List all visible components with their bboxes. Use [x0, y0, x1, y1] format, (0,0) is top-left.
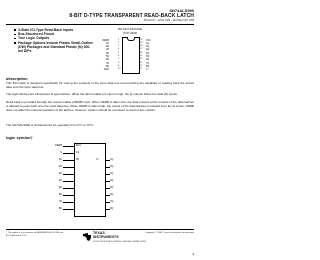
pin-number-left: 9: [118, 64, 120, 67]
logic-output-label: 2Q: [110, 165, 114, 168]
logic-symbol-heading: logic symbol†: [6, 135, 33, 140]
logic-output-wire: [105, 181, 110, 182]
pin-label-right: 3Q: [146, 48, 150, 52]
description-paragraph: This 8-bit latch is designed specifically for storing the contents of the input data bus and providing the capability of reading back the stored data onto the input data bus.: [6, 81, 194, 89]
company-line-1: TEXAS: [93, 231, 105, 235]
pin-number-left: 10: [118, 68, 121, 71]
logic-box-label: 1▽: [96, 158, 100, 161]
pin-number-left: 6: [118, 55, 120, 57]
package-outline: [122, 37, 143, 74]
pin-number-left: 8: [118, 61, 120, 64]
feature-item: 3-State I/O-Type Read-Back Inputs: [14, 28, 94, 32]
pin-label-left: 2D: [105, 45, 109, 49]
description-paragraph: The SN74ALS990 is characterized for operation from 0°C to 70°C.: [6, 123, 95, 127]
logic-output-wire: [105, 209, 110, 210]
logic-input-label: 7D: [58, 200, 62, 203]
page-number: 1: [192, 252, 194, 256]
footer-divider: [6, 229, 194, 230]
pin-label-right: 7Q: [146, 61, 150, 65]
logic-output-wire: [105, 188, 110, 189]
pin-number-right: 15: [140, 55, 143, 57]
pin-label-right: 6Q: [146, 58, 150, 62]
feature-item: Package Options Include Plastic Small-Outline (DW) Packages and Standard Plastic (N) 300-mil DIPs: [14, 41, 94, 54]
pin-label-left: 1D: [105, 41, 109, 45]
doc-number-line: SDAS072C – APRIL 1986 – REVISED MAY 1995: [143, 20, 194, 22]
description-paragraph: Read back is provided through the output-enable (OERB) input. When OERB is taken low, the data present at the outputs of the data latches is allowed to pass back onto the input data bus. When OERB is taken high, the output of the data latches is isolated from the D inputs. OERB does not affect the internal operation of the latches; however, caution should be exercised to avoid a bus conflict.: [6, 100, 194, 112]
logic-output-wire: [105, 174, 110, 175]
pin-number-right: 17: [140, 48, 143, 51]
logic-output-label: 6Q: [110, 193, 114, 196]
feature-list: [14, 28, 94, 53]
copyright: Copyright © 1995, Texas Instruments Incorporated: [145, 232, 194, 234]
logic-output-label: 7Q: [110, 200, 114, 203]
logic-symbol: [52, 142, 132, 216]
pin-number-left: 5: [118, 51, 120, 54]
logic-input-label: 2D: [58, 165, 62, 168]
logic-input-wire: [63, 160, 74, 161]
pin-label-left: OERB: [102, 38, 109, 42]
pin-label-right: 5Q: [146, 55, 150, 58]
logic-input-wire: [63, 153, 74, 154]
ti-logo-icon: [82, 232, 92, 242]
feature-item: Bus-Structured Pinout: [14, 32, 94, 36]
pin-label-left: 3D: [105, 48, 109, 52]
pin-label-left: GND: [103, 68, 109, 72]
logic-output-label: 4Q: [110, 179, 114, 182]
description-paragraph: The eight latches are transparent D-type latches. While the latch-enable (C) input is high, the Q outputs follow the data (D) inputs.: [6, 92, 178, 96]
logic-input-label: 5D: [58, 186, 62, 189]
pin-number-right: 16: [140, 51, 143, 54]
logic-input-wire: [63, 188, 74, 189]
logic-output-label: 5Q: [110, 186, 114, 189]
pin-label-right: 1Q: [146, 41, 150, 45]
pin-number-left: 7: [118, 58, 120, 61]
pin-label-right: 4Q: [146, 51, 150, 55]
logic-box-label: C2: [76, 151, 80, 154]
logic-output-label: 3Q: [110, 172, 114, 175]
logic-symbol-box: [74, 143, 106, 217]
pin-label-right: 8Q: [146, 64, 150, 68]
pin-label-right: 2Q: [146, 45, 150, 49]
pin-label-left: 5D: [105, 55, 109, 58]
logic-input-wire: [63, 181, 74, 182]
package-title: DW OR N PACKAGE: [117, 28, 143, 31]
pin-number-right: 20: [140, 38, 143, 41]
pin-number-right: 14: [140, 58, 143, 61]
pin-number-left: 3: [118, 45, 120, 48]
logic-input-wire: [63, 195, 74, 196]
logic-box-label: EN1: [76, 144, 81, 147]
logic-input-label: 3D: [58, 172, 62, 175]
logic-input-wire: [63, 174, 74, 175]
pin-number-right: 11: [140, 68, 143, 71]
pin-number-left: 2: [118, 41, 120, 44]
pin-number-right: 19: [140, 41, 143, 44]
logic-output-wire: [105, 160, 110, 161]
company-line-2: INSTRUMENTS: [93, 234, 119, 239]
pin-number-right: 13: [140, 61, 143, 64]
logic-output-label: 8Q: [110, 207, 114, 210]
logic-output-wire: [105, 202, 110, 203]
logic-input-label: C: [60, 151, 62, 154]
logic-box-label: 2D: [76, 158, 80, 161]
package-notch: [127, 37, 135, 41]
company-address: POST OFFICE BOX 655303 • DALLAS, TEXAS 75265: [93, 241, 147, 243]
pin-number-left: 4: [118, 48, 120, 51]
logic-input-label: 8D: [58, 207, 62, 210]
logic-input-wire: [63, 167, 74, 168]
logic-input-label: 4D: [58, 179, 62, 182]
pin-label-right: C: [146, 68, 148, 72]
footnote: † This symbol is in accordance with ANSI/IEEE Std 91-1984 and IEC Publication 617-12.: [6, 232, 63, 237]
pin-label-left: 4D: [105, 51, 109, 55]
logic-output-wire: [105, 167, 110, 168]
pin-label-left: 7D: [105, 61, 109, 65]
pin-number-right: 18: [140, 45, 143, 48]
logic-input-wire: [63, 146, 74, 147]
logic-input-label: 6D: [58, 193, 62, 196]
description-heading: description: [6, 76, 28, 81]
pin-label-left: 6D: [105, 58, 109, 62]
package-view-label: (TOP VIEW): [122, 32, 138, 35]
logic-input-wire: [63, 202, 74, 203]
logic-input-wire: [63, 209, 74, 210]
logic-output-label: 1Q: [110, 158, 114, 161]
header-divider: [6, 24, 194, 25]
page-title: 8-BIT D-TYPE TRANSPARENT READ-BACK LATCH: [69, 13, 194, 19]
pin-label-right: VCC: [146, 38, 152, 42]
logic-input-label: OERB: [54, 144, 62, 147]
pin-label-left: 8D: [105, 64, 109, 68]
pin-number-left: 1: [118, 38, 120, 41]
logic-input-label: 1D: [58, 158, 62, 161]
feature-item: True Logic Outputs: [14, 36, 94, 40]
part-number: SN74ALS990: [169, 8, 194, 13]
logic-output-wire: [105, 195, 110, 196]
company-name: [93, 232, 119, 240]
pin-number-right: 12: [140, 64, 143, 67]
